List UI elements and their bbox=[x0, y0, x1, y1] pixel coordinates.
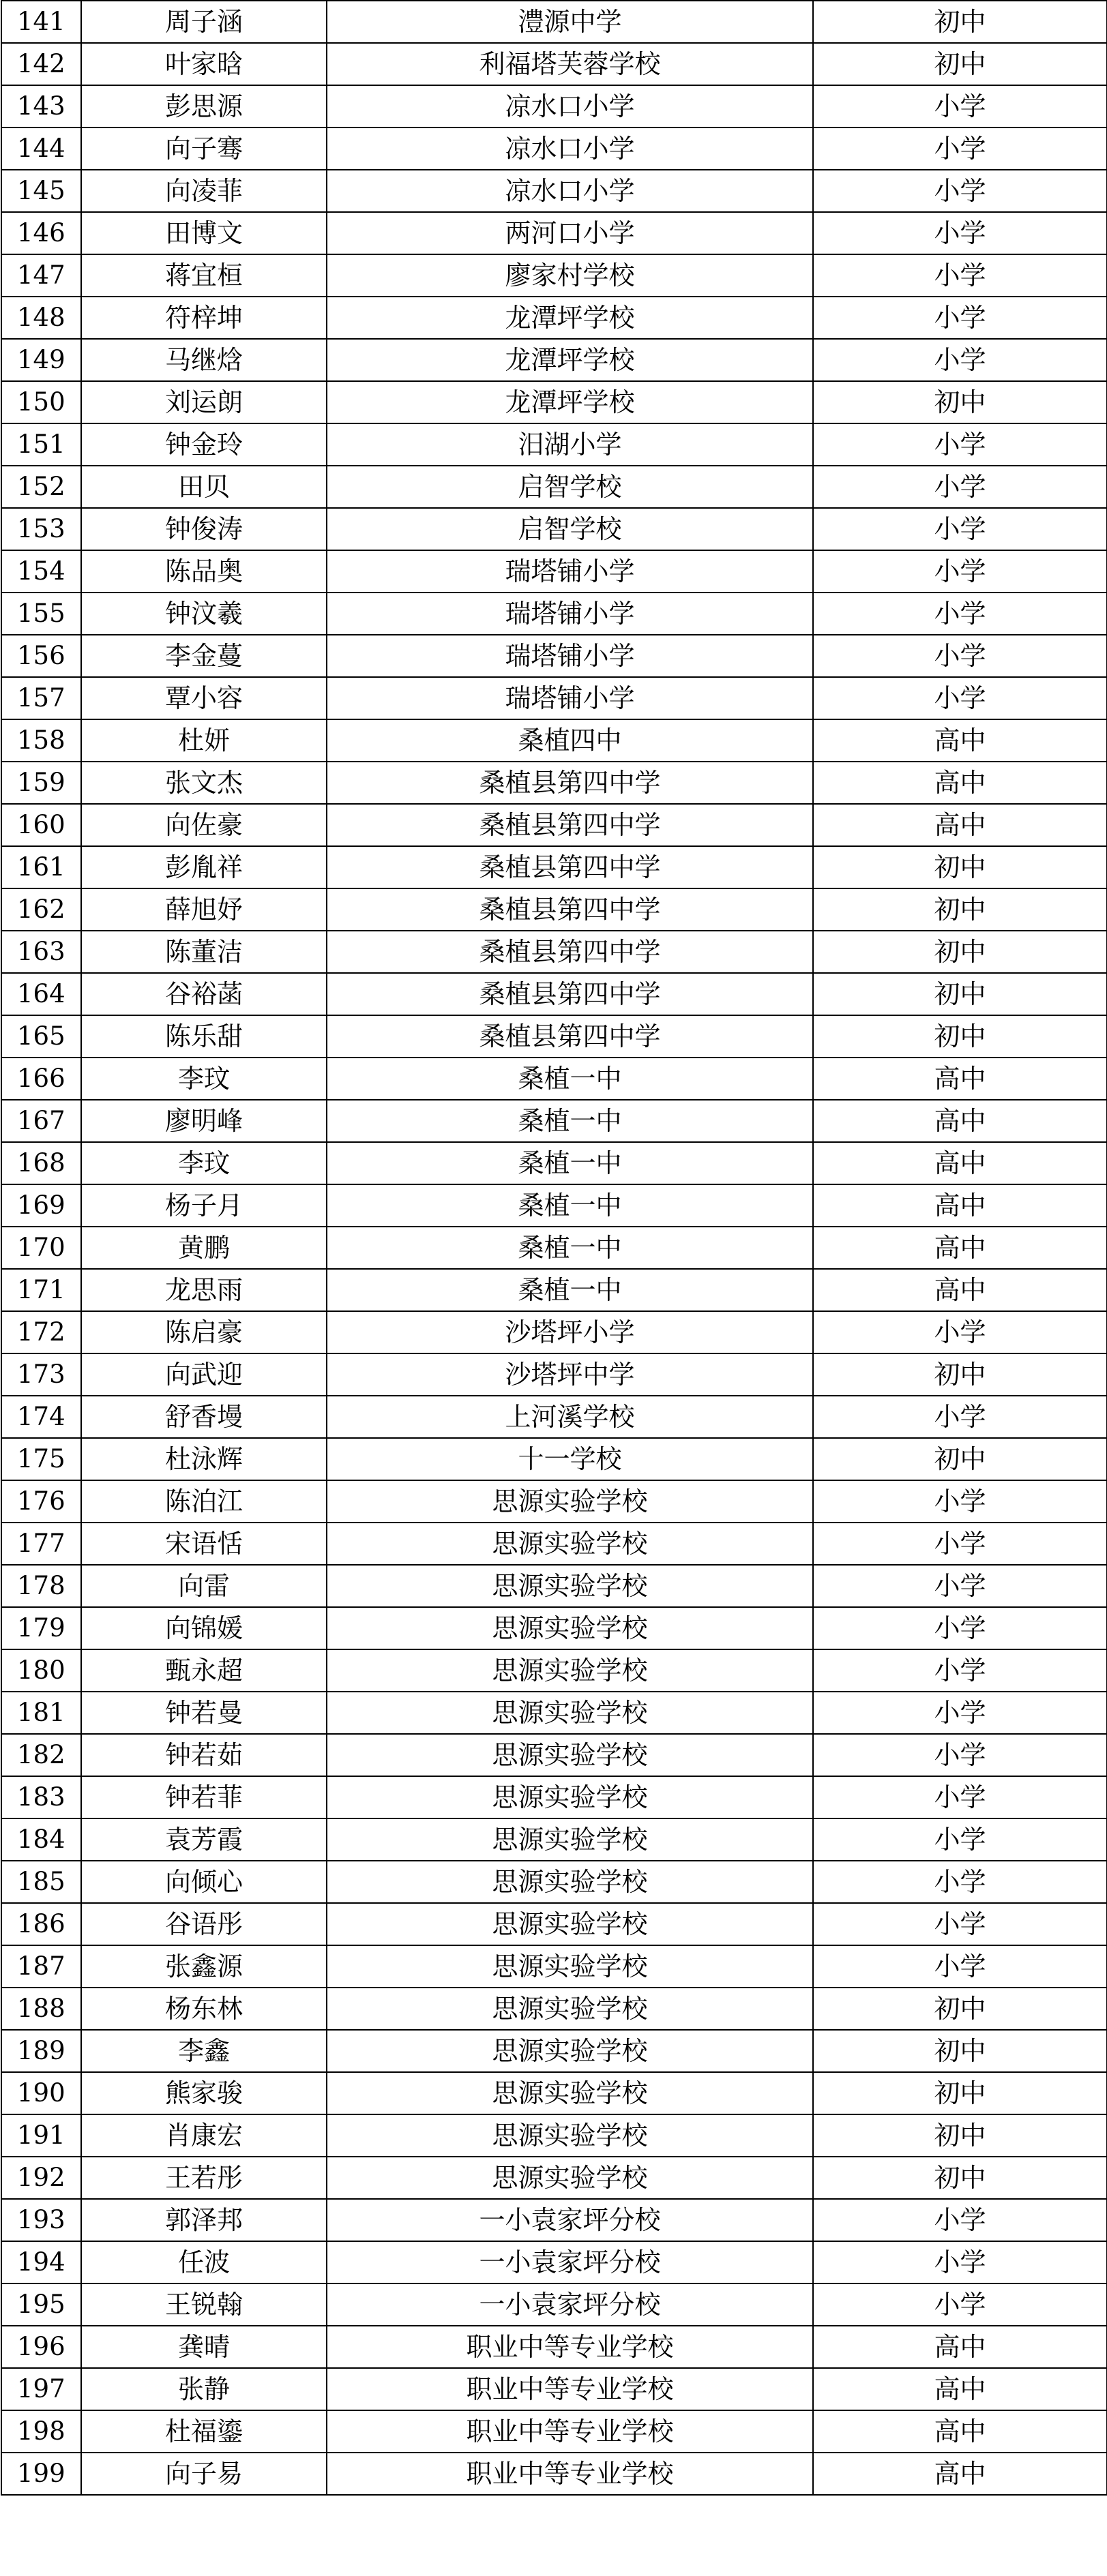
table-row bbox=[1, 1015, 1107, 1058]
student-name-cell: 钟若菲 bbox=[81, 1776, 327, 1818]
table-row bbox=[1, 2283, 1107, 2326]
school-level-cell: 初中 bbox=[813, 43, 1107, 85]
school-name-cell: 桑植一中 bbox=[327, 1184, 813, 1227]
row-number-cell: 174 bbox=[1, 1396, 81, 1438]
school-level-cell: 小学 bbox=[813, 212, 1107, 254]
school-name-cell: 思源实验学校 bbox=[327, 1607, 813, 1649]
row-number-cell: 141 bbox=[1, 1, 81, 43]
row-number-cell: 197 bbox=[1, 2368, 81, 2410]
school-level-cell: 小学 bbox=[813, 508, 1107, 550]
student-name-cell: 李鑫 bbox=[81, 2030, 327, 2072]
school-name-cell: 一小袁家坪分校 bbox=[327, 2283, 813, 2326]
row-number-cell: 198 bbox=[1, 2410, 81, 2453]
student-name-cell: 李玟 bbox=[81, 1058, 327, 1100]
table-row bbox=[1, 254, 1107, 297]
table-row bbox=[1, 1100, 1107, 1142]
school-name-cell: 思源实验学校 bbox=[327, 2072, 813, 2114]
student-name-cell: 田贝 bbox=[81, 466, 327, 508]
table-row bbox=[1, 2241, 1107, 2283]
student-name-cell: 谷语彤 bbox=[81, 1903, 327, 1945]
student-name-cell: 张文杰 bbox=[81, 762, 327, 804]
table-row bbox=[1, 931, 1107, 973]
table-row bbox=[1, 466, 1107, 508]
school-name-cell: 一小袁家坪分校 bbox=[327, 2241, 813, 2283]
row-number-cell: 178 bbox=[1, 1565, 81, 1607]
student-name-cell: 谷裕菡 bbox=[81, 973, 327, 1015]
school-level-cell: 小学 bbox=[813, 85, 1107, 128]
student-name-cell: 覃小容 bbox=[81, 677, 327, 719]
school-name-cell: 桑植四中 bbox=[327, 719, 813, 762]
student-name-cell: 周子涵 bbox=[81, 1, 327, 43]
row-number-cell: 166 bbox=[1, 1058, 81, 1100]
school-level-cell: 小学 bbox=[813, 550, 1107, 593]
row-number-cell: 158 bbox=[1, 719, 81, 762]
student-name-cell: 向锦媛 bbox=[81, 1607, 327, 1649]
row-number-cell: 159 bbox=[1, 762, 81, 804]
student-name-cell: 向子易 bbox=[81, 2453, 327, 2495]
school-name-cell: 龙潭坪学校 bbox=[327, 381, 813, 423]
school-name-cell: 思源实验学校 bbox=[327, 1649, 813, 1692]
school-level-cell: 小学 bbox=[813, 593, 1107, 635]
school-name-cell: 思源实验学校 bbox=[327, 2030, 813, 2072]
student-name-cell: 钟俊涛 bbox=[81, 508, 327, 550]
row-number-cell: 199 bbox=[1, 2453, 81, 2495]
school-name-cell: 思源实验学校 bbox=[327, 1523, 813, 1565]
table-row bbox=[1, 2326, 1107, 2368]
school-level-cell: 初中 bbox=[813, 2114, 1107, 2157]
school-level-cell: 高中 bbox=[813, 719, 1107, 762]
school-level-cell: 小学 bbox=[813, 170, 1107, 212]
school-name-cell: 利福塔芙蓉学校 bbox=[327, 43, 813, 85]
table-row bbox=[1, 508, 1107, 550]
school-level-cell: 初中 bbox=[813, 1015, 1107, 1058]
row-number-cell: 181 bbox=[1, 1692, 81, 1734]
table-row bbox=[1, 85, 1107, 128]
table-row bbox=[1, 1861, 1107, 1903]
table-row bbox=[1, 43, 1107, 85]
school-name-cell: 桑植县第四中学 bbox=[327, 973, 813, 1015]
student-name-cell: 彭胤祥 bbox=[81, 846, 327, 888]
student-name-cell: 龙思雨 bbox=[81, 1269, 327, 1311]
school-level-cell: 初中 bbox=[813, 973, 1107, 1015]
school-level-cell: 高中 bbox=[813, 2453, 1107, 2495]
table-row bbox=[1, 593, 1107, 635]
table-row bbox=[1, 381, 1107, 423]
school-name-cell: 桑植县第四中学 bbox=[327, 888, 813, 931]
school-level-cell: 小学 bbox=[813, 1861, 1107, 1903]
school-level-cell: 小学 bbox=[813, 1607, 1107, 1649]
school-name-cell: 瑞塔铺小学 bbox=[327, 635, 813, 677]
school-name-cell: 沙塔坪小学 bbox=[327, 1311, 813, 1353]
school-level-cell: 小学 bbox=[813, 254, 1107, 297]
student-name-cell: 马继焓 bbox=[81, 339, 327, 381]
table-row bbox=[1, 1227, 1107, 1269]
school-name-cell: 思源实验学校 bbox=[327, 1565, 813, 1607]
school-name-cell: 凉水口小学 bbox=[327, 170, 813, 212]
school-level-cell: 小学 bbox=[813, 1311, 1107, 1353]
school-level-cell: 初中 bbox=[813, 381, 1107, 423]
school-name-cell: 十一学校 bbox=[327, 1438, 813, 1480]
student-name-cell: 王锐翰 bbox=[81, 2283, 327, 2326]
row-number-cell: 190 bbox=[1, 2072, 81, 2114]
school-level-cell: 小学 bbox=[813, 339, 1107, 381]
table-row bbox=[1, 423, 1107, 466]
school-level-cell: 小学 bbox=[813, 1692, 1107, 1734]
table-row bbox=[1, 1438, 1107, 1480]
table-row bbox=[1, 1142, 1107, 1184]
student-name-cell: 肖康宏 bbox=[81, 2114, 327, 2157]
row-number-cell: 196 bbox=[1, 2326, 81, 2368]
row-number-cell: 147 bbox=[1, 254, 81, 297]
student-name-cell: 熊家骏 bbox=[81, 2072, 327, 2114]
table-row bbox=[1, 550, 1107, 593]
school-level-cell: 初中 bbox=[813, 1988, 1107, 2030]
school-level-cell: 小学 bbox=[813, 1523, 1107, 1565]
table-row bbox=[1, 2199, 1107, 2241]
school-name-cell: 思源实验学校 bbox=[327, 1903, 813, 1945]
row-number-cell: 195 bbox=[1, 2283, 81, 2326]
row-number-cell: 151 bbox=[1, 423, 81, 466]
table-row bbox=[1, 1565, 1107, 1607]
table-row bbox=[1, 1, 1107, 43]
row-number-cell: 189 bbox=[1, 2030, 81, 2072]
school-level-cell: 小学 bbox=[813, 1396, 1107, 1438]
school-name-cell: 职业中等专业学校 bbox=[327, 2368, 813, 2410]
student-name-cell: 杜福鎏 bbox=[81, 2410, 327, 2453]
row-number-cell: 162 bbox=[1, 888, 81, 931]
row-number-cell: 194 bbox=[1, 2241, 81, 2283]
school-name-cell: 瑞塔铺小学 bbox=[327, 550, 813, 593]
row-number-cell: 153 bbox=[1, 508, 81, 550]
school-level-cell: 高中 bbox=[813, 1142, 1107, 1184]
student-name-cell: 符梓坤 bbox=[81, 297, 327, 339]
school-name-cell: 桑植一中 bbox=[327, 1058, 813, 1100]
school-level-cell: 小学 bbox=[813, 423, 1107, 466]
row-number-cell: 183 bbox=[1, 1776, 81, 1818]
student-name-cell: 任波 bbox=[81, 2241, 327, 2283]
school-name-cell: 思源实验学校 bbox=[327, 1480, 813, 1523]
school-level-cell: 小学 bbox=[813, 466, 1107, 508]
school-level-cell: 小学 bbox=[813, 1945, 1107, 1988]
school-name-cell: 思源实验学校 bbox=[327, 2157, 813, 2199]
row-number-cell: 161 bbox=[1, 846, 81, 888]
school-name-cell: 桑植一中 bbox=[327, 1100, 813, 1142]
row-number-cell: 163 bbox=[1, 931, 81, 973]
school-level-cell: 小学 bbox=[813, 1818, 1107, 1861]
school-level-cell: 初中 bbox=[813, 1438, 1107, 1480]
table-row bbox=[1, 297, 1107, 339]
table-row bbox=[1, 1903, 1107, 1945]
school-name-cell: 思源实验学校 bbox=[327, 1988, 813, 2030]
school-name-cell: 凉水口小学 bbox=[327, 128, 813, 170]
school-name-cell: 桑植县第四中学 bbox=[327, 846, 813, 888]
school-level-cell: 高中 bbox=[813, 1269, 1107, 1311]
student-name-cell: 张静 bbox=[81, 2368, 327, 2410]
school-level-cell: 小学 bbox=[813, 128, 1107, 170]
student-name-cell: 杜妍 bbox=[81, 719, 327, 762]
table-row bbox=[1, 2072, 1107, 2114]
school-name-cell: 思源实验学校 bbox=[327, 1692, 813, 1734]
school-level-cell: 高中 bbox=[813, 1184, 1107, 1227]
school-name-cell: 汨湖小学 bbox=[327, 423, 813, 466]
school-level-cell: 初中 bbox=[813, 931, 1107, 973]
table-row bbox=[1, 846, 1107, 888]
row-number-cell: 160 bbox=[1, 804, 81, 846]
school-name-cell: 桑植县第四中学 bbox=[327, 931, 813, 973]
table-row bbox=[1, 677, 1107, 719]
student-name-cell: 袁芳霞 bbox=[81, 1818, 327, 1861]
school-level-cell: 高中 bbox=[813, 2410, 1107, 2453]
row-number-cell: 148 bbox=[1, 297, 81, 339]
student-name-cell: 向倾心 bbox=[81, 1861, 327, 1903]
row-number-cell: 186 bbox=[1, 1903, 81, 1945]
table-row bbox=[1, 1523, 1107, 1565]
student-name-cell: 陈乐甜 bbox=[81, 1015, 327, 1058]
school-name-cell: 职业中等专业学校 bbox=[327, 2453, 813, 2495]
row-number-cell: 149 bbox=[1, 339, 81, 381]
row-number-cell: 155 bbox=[1, 593, 81, 635]
row-number-cell: 170 bbox=[1, 1227, 81, 1269]
row-number-cell: 142 bbox=[1, 43, 81, 85]
school-name-cell: 桑植一中 bbox=[327, 1227, 813, 1269]
row-number-cell: 169 bbox=[1, 1184, 81, 1227]
student-name-cell: 宋语恬 bbox=[81, 1523, 327, 1565]
school-name-cell: 职业中等专业学校 bbox=[327, 2410, 813, 2453]
student-name-cell: 钟若茹 bbox=[81, 1734, 327, 1776]
table-row bbox=[1, 1988, 1107, 2030]
school-name-cell: 瑞塔铺小学 bbox=[327, 677, 813, 719]
student-name-cell: 陈董洁 bbox=[81, 931, 327, 973]
school-level-cell: 初中 bbox=[813, 888, 1107, 931]
school-level-cell: 初中 bbox=[813, 2072, 1107, 2114]
student-roster-table bbox=[1, 0, 1107, 2496]
school-name-cell: 思源实验学校 bbox=[327, 1734, 813, 1776]
school-name-cell: 凉水口小学 bbox=[327, 85, 813, 128]
school-name-cell: 桑植县第四中学 bbox=[327, 1015, 813, 1058]
school-name-cell: 澧源中学 bbox=[327, 1, 813, 43]
row-number-cell: 173 bbox=[1, 1353, 81, 1396]
school-name-cell: 桑植一中 bbox=[327, 1142, 813, 1184]
school-level-cell: 初中 bbox=[813, 2157, 1107, 2199]
school-level-cell: 高中 bbox=[813, 1227, 1107, 1269]
table-row bbox=[1, 2453, 1107, 2495]
school-level-cell: 小学 bbox=[813, 1903, 1107, 1945]
table-row bbox=[1, 1184, 1107, 1227]
student-name-cell: 叶家晗 bbox=[81, 43, 327, 85]
row-number-cell: 167 bbox=[1, 1100, 81, 1142]
row-number-cell: 171 bbox=[1, 1269, 81, 1311]
student-name-cell: 李金蔓 bbox=[81, 635, 327, 677]
row-number-cell: 177 bbox=[1, 1523, 81, 1565]
student-name-cell: 钟金玲 bbox=[81, 423, 327, 466]
school-name-cell: 两河口小学 bbox=[327, 212, 813, 254]
table-row bbox=[1, 2114, 1107, 2157]
student-name-cell: 陈泊江 bbox=[81, 1480, 327, 1523]
row-number-cell: 156 bbox=[1, 635, 81, 677]
row-number-cell: 146 bbox=[1, 212, 81, 254]
table-row bbox=[1, 339, 1107, 381]
row-number-cell: 152 bbox=[1, 466, 81, 508]
school-name-cell: 上河溪学校 bbox=[327, 1396, 813, 1438]
school-level-cell: 小学 bbox=[813, 1480, 1107, 1523]
table-row bbox=[1, 2157, 1107, 2199]
school-name-cell: 桑植县第四中学 bbox=[327, 762, 813, 804]
school-level-cell: 高中 bbox=[813, 1100, 1107, 1142]
school-name-cell: 思源实验学校 bbox=[327, 1818, 813, 1861]
roster-body bbox=[1, 1, 1107, 2495]
school-level-cell: 初中 bbox=[813, 1, 1107, 43]
row-number-cell: 145 bbox=[1, 170, 81, 212]
school-name-cell: 廖家村学校 bbox=[327, 254, 813, 297]
school-level-cell: 小学 bbox=[813, 1734, 1107, 1776]
table-row bbox=[1, 1311, 1107, 1353]
row-number-cell: 144 bbox=[1, 128, 81, 170]
school-name-cell: 职业中等专业学校 bbox=[327, 2326, 813, 2368]
table-row bbox=[1, 1818, 1107, 1861]
table-row bbox=[1, 719, 1107, 762]
table-row bbox=[1, 762, 1107, 804]
school-level-cell: 小学 bbox=[813, 677, 1107, 719]
student-name-cell: 杜泳辉 bbox=[81, 1438, 327, 1480]
student-name-cell: 陈品奥 bbox=[81, 550, 327, 593]
school-level-cell: 小学 bbox=[813, 1649, 1107, 1692]
table-row bbox=[1, 1353, 1107, 1396]
student-name-cell: 向佐豪 bbox=[81, 804, 327, 846]
row-number-cell: 187 bbox=[1, 1945, 81, 1988]
school-name-cell: 桑植一中 bbox=[327, 1269, 813, 1311]
table-row bbox=[1, 1269, 1107, 1311]
table-row bbox=[1, 1776, 1107, 1818]
student-name-cell: 杨东林 bbox=[81, 1988, 327, 2030]
table-row bbox=[1, 635, 1107, 677]
school-name-cell: 龙潭坪学校 bbox=[327, 297, 813, 339]
row-number-cell: 191 bbox=[1, 2114, 81, 2157]
school-name-cell: 思源实验学校 bbox=[327, 1861, 813, 1903]
table-row bbox=[1, 1649, 1107, 1692]
school-level-cell: 高中 bbox=[813, 804, 1107, 846]
school-level-cell: 小学 bbox=[813, 1565, 1107, 1607]
student-name-cell: 向雷 bbox=[81, 1565, 327, 1607]
school-level-cell: 小学 bbox=[813, 2241, 1107, 2283]
row-number-cell: 193 bbox=[1, 2199, 81, 2241]
school-name-cell: 一小袁家坪分校 bbox=[327, 2199, 813, 2241]
row-number-cell: 157 bbox=[1, 677, 81, 719]
school-level-cell: 初中 bbox=[813, 1353, 1107, 1396]
student-name-cell: 钟汶羲 bbox=[81, 593, 327, 635]
student-name-cell: 李玟 bbox=[81, 1142, 327, 1184]
row-number-cell: 179 bbox=[1, 1607, 81, 1649]
student-name-cell: 郭泽邦 bbox=[81, 2199, 327, 2241]
row-number-cell: 168 bbox=[1, 1142, 81, 1184]
school-name-cell: 瑞塔铺小学 bbox=[327, 593, 813, 635]
school-level-cell: 小学 bbox=[813, 2283, 1107, 2326]
school-level-cell: 小学 bbox=[813, 1776, 1107, 1818]
table-row bbox=[1, 888, 1107, 931]
school-name-cell: 启智学校 bbox=[327, 508, 813, 550]
row-number-cell: 143 bbox=[1, 85, 81, 128]
student-name-cell: 彭思源 bbox=[81, 85, 327, 128]
table-row bbox=[1, 1480, 1107, 1523]
row-number-cell: 192 bbox=[1, 2157, 81, 2199]
table-row bbox=[1, 128, 1107, 170]
school-level-cell: 初中 bbox=[813, 2030, 1107, 2072]
student-name-cell: 陈启豪 bbox=[81, 1311, 327, 1353]
row-number-cell: 184 bbox=[1, 1818, 81, 1861]
row-number-cell: 165 bbox=[1, 1015, 81, 1058]
student-name-cell: 张鑫源 bbox=[81, 1945, 327, 1988]
row-number-cell: 188 bbox=[1, 1988, 81, 2030]
student-name-cell: 田博文 bbox=[81, 212, 327, 254]
table-row bbox=[1, 1396, 1107, 1438]
school-level-cell: 初中 bbox=[813, 846, 1107, 888]
student-name-cell: 龚晴 bbox=[81, 2326, 327, 2368]
student-name-cell: 甄永超 bbox=[81, 1649, 327, 1692]
school-name-cell: 思源实验学校 bbox=[327, 1776, 813, 1818]
row-number-cell: 164 bbox=[1, 973, 81, 1015]
row-number-cell: 150 bbox=[1, 381, 81, 423]
student-name-cell: 黄鹏 bbox=[81, 1227, 327, 1269]
row-number-cell: 176 bbox=[1, 1480, 81, 1523]
table-row bbox=[1, 1692, 1107, 1734]
table-row bbox=[1, 1734, 1107, 1776]
table-row bbox=[1, 1945, 1107, 1988]
school-level-cell: 高中 bbox=[813, 1058, 1107, 1100]
row-number-cell: 172 bbox=[1, 1311, 81, 1353]
student-name-cell: 王若彤 bbox=[81, 2157, 327, 2199]
school-name-cell: 思源实验学校 bbox=[327, 2114, 813, 2157]
student-name-cell: 向子骞 bbox=[81, 128, 327, 170]
table-row bbox=[1, 1607, 1107, 1649]
school-level-cell: 高中 bbox=[813, 762, 1107, 804]
table-row bbox=[1, 973, 1107, 1015]
school-level-cell: 高中 bbox=[813, 2326, 1107, 2368]
school-name-cell: 沙塔坪中学 bbox=[327, 1353, 813, 1396]
table-row bbox=[1, 1058, 1107, 1100]
row-number-cell: 182 bbox=[1, 1734, 81, 1776]
table-row bbox=[1, 2030, 1107, 2072]
school-name-cell: 桑植县第四中学 bbox=[327, 804, 813, 846]
student-name-cell: 杨子月 bbox=[81, 1184, 327, 1227]
student-name-cell: 廖明峰 bbox=[81, 1100, 327, 1142]
school-name-cell: 龙潭坪学校 bbox=[327, 339, 813, 381]
student-name-cell: 刘运朗 bbox=[81, 381, 327, 423]
table-row bbox=[1, 804, 1107, 846]
student-name-cell: 向凌菲 bbox=[81, 170, 327, 212]
school-name-cell: 启智学校 bbox=[327, 466, 813, 508]
row-number-cell: 185 bbox=[1, 1861, 81, 1903]
row-number-cell: 180 bbox=[1, 1649, 81, 1692]
table-row bbox=[1, 170, 1107, 212]
school-level-cell: 小学 bbox=[813, 2199, 1107, 2241]
table-row bbox=[1, 212, 1107, 254]
student-name-cell: 向武迎 bbox=[81, 1353, 327, 1396]
school-level-cell: 高中 bbox=[813, 2368, 1107, 2410]
row-number-cell: 154 bbox=[1, 550, 81, 593]
row-number-cell: 175 bbox=[1, 1438, 81, 1480]
table-row bbox=[1, 2410, 1107, 2453]
school-name-cell: 思源实验学校 bbox=[327, 1945, 813, 1988]
student-name-cell: 舒香墁 bbox=[81, 1396, 327, 1438]
table-row bbox=[1, 2368, 1107, 2410]
school-level-cell: 小学 bbox=[813, 635, 1107, 677]
student-name-cell: 薛旭妤 bbox=[81, 888, 327, 931]
school-level-cell: 小学 bbox=[813, 297, 1107, 339]
student-name-cell: 蒋宜桓 bbox=[81, 254, 327, 297]
student-name-cell: 钟若曼 bbox=[81, 1692, 327, 1734]
